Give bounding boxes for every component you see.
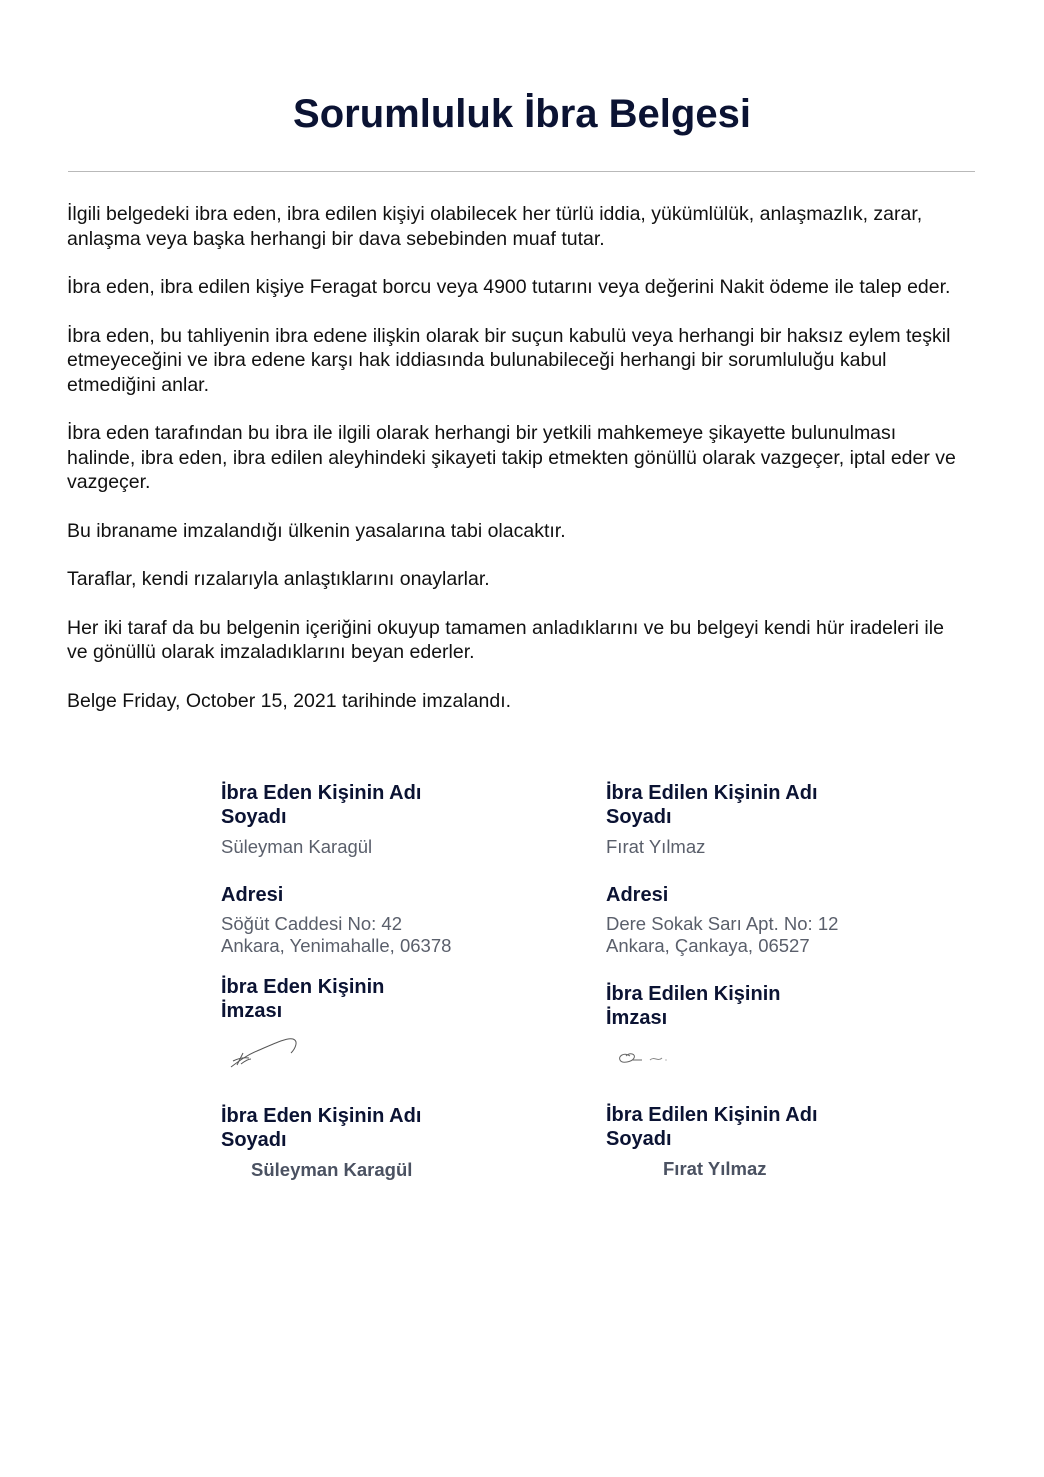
releasor-signature-block [221, 781, 521, 1182]
releasor-address-line2: Ankara, Yenimahalle, 06378 [221, 935, 452, 956]
releasee-address-line2: Ankara, Çankaya, 06527 [606, 935, 810, 956]
releasor-name-label-2: İbra Eden Kişinin Adı Soyadı [221, 1105, 422, 1151]
releasee-signature-label: İbra Edilen Kişinin İmzası [606, 983, 781, 1029]
document-body [67, 202, 967, 737]
paragraph-release-scope: İlgili belgedeki ibra eden, ibra edilen kişiyi olabilecek her türlü iddia, yükümlülük, anlaşmazlık, zarar, anlaşma veya başka herhangi bir dava sebebinden muaf tutar. [67, 203, 923, 250]
releasor-printed-name: Süleyman Karagül [251, 1159, 413, 1180]
releasor-name-label: İbra Eden Kişinin Adı Soyadı [221, 782, 422, 828]
paragraph-governing-law: Bu ibraname imzalandığı ülkenin yasalarına tabi olacaktır. [67, 519, 566, 542]
paragraph-acknowledgement: Her iki taraf da bu belgenin içeriğini okuyup tamamen anladıklarını ve bu belgeyi kendi hür iradeleri ile ve gönüllü olarak imzaladıklarını beyan ederler. [67, 616, 944, 663]
releasee-address-line1: Dere Sokak Sarı Apt. No: 12 [606, 913, 839, 934]
paragraph-signed-date: Belge Friday, October 15, 2021 tarihinde imzalandı. [67, 689, 512, 712]
paragraph-no-admission: İbra eden, bu tahliyenin ibra edene ilişkin olarak bir suçun kabulü veya herhangi bir haksız eylem teşkil etmeyeceğini ve ibra edene karşı hak iddiasında bulunabileceği herhangi bir sorumluluğu kabul etmediğini anlar. [67, 324, 951, 396]
releasee-printed-name: Fırat Yılmaz [663, 1158, 767, 1179]
title-divider [68, 171, 975, 172]
releasee-signature [606, 1034, 716, 1078]
paragraph-complaint: İbra eden tarafından bu ibra ile ilgili olarak herhangi bir yetkili mahkemeye şikayette bulunulması halinde, ibra eden, ibra edilen aleyhindeki şikayeti takip etmekten gönüllü olarak vazgeçer, iptal eder ve vazgeçer. [67, 422, 956, 493]
paragraph-payment: İbra eden, ibra edilen kişiye Feragat borcu veya 4900 tutarını veya değerini Nakit ödeme ile talep eder. [67, 276, 951, 298]
releasor-address-line1: Söğüt Caddesi No: 42 [221, 913, 403, 934]
paragraph-consent: Taraflar, kendi rızalarıyla anlaştıklarını onaylarlar. [67, 568, 490, 590]
releasee-name: Fırat Yılmaz [606, 836, 706, 857]
releasee-name-label: İbra Edilen Kişinin Adı Soyadı [606, 782, 818, 828]
releasor-name: Süleyman Karagül [221, 836, 373, 857]
document-title: Sorumluluk İbra Belgesi [293, 92, 751, 136]
releasee-address-label: Adresi [606, 884, 669, 906]
releasor-signature-label: İbra Eden Kişinin İmzası [221, 976, 385, 1022]
releasor-signature [221, 1031, 331, 1075]
releasee-signature-block [606, 781, 906, 1181]
releasor-address-label: Adresi [221, 884, 284, 906]
releasee-name-label-2: İbra Edilen Kişinin Adı Soyadı [606, 1104, 818, 1150]
